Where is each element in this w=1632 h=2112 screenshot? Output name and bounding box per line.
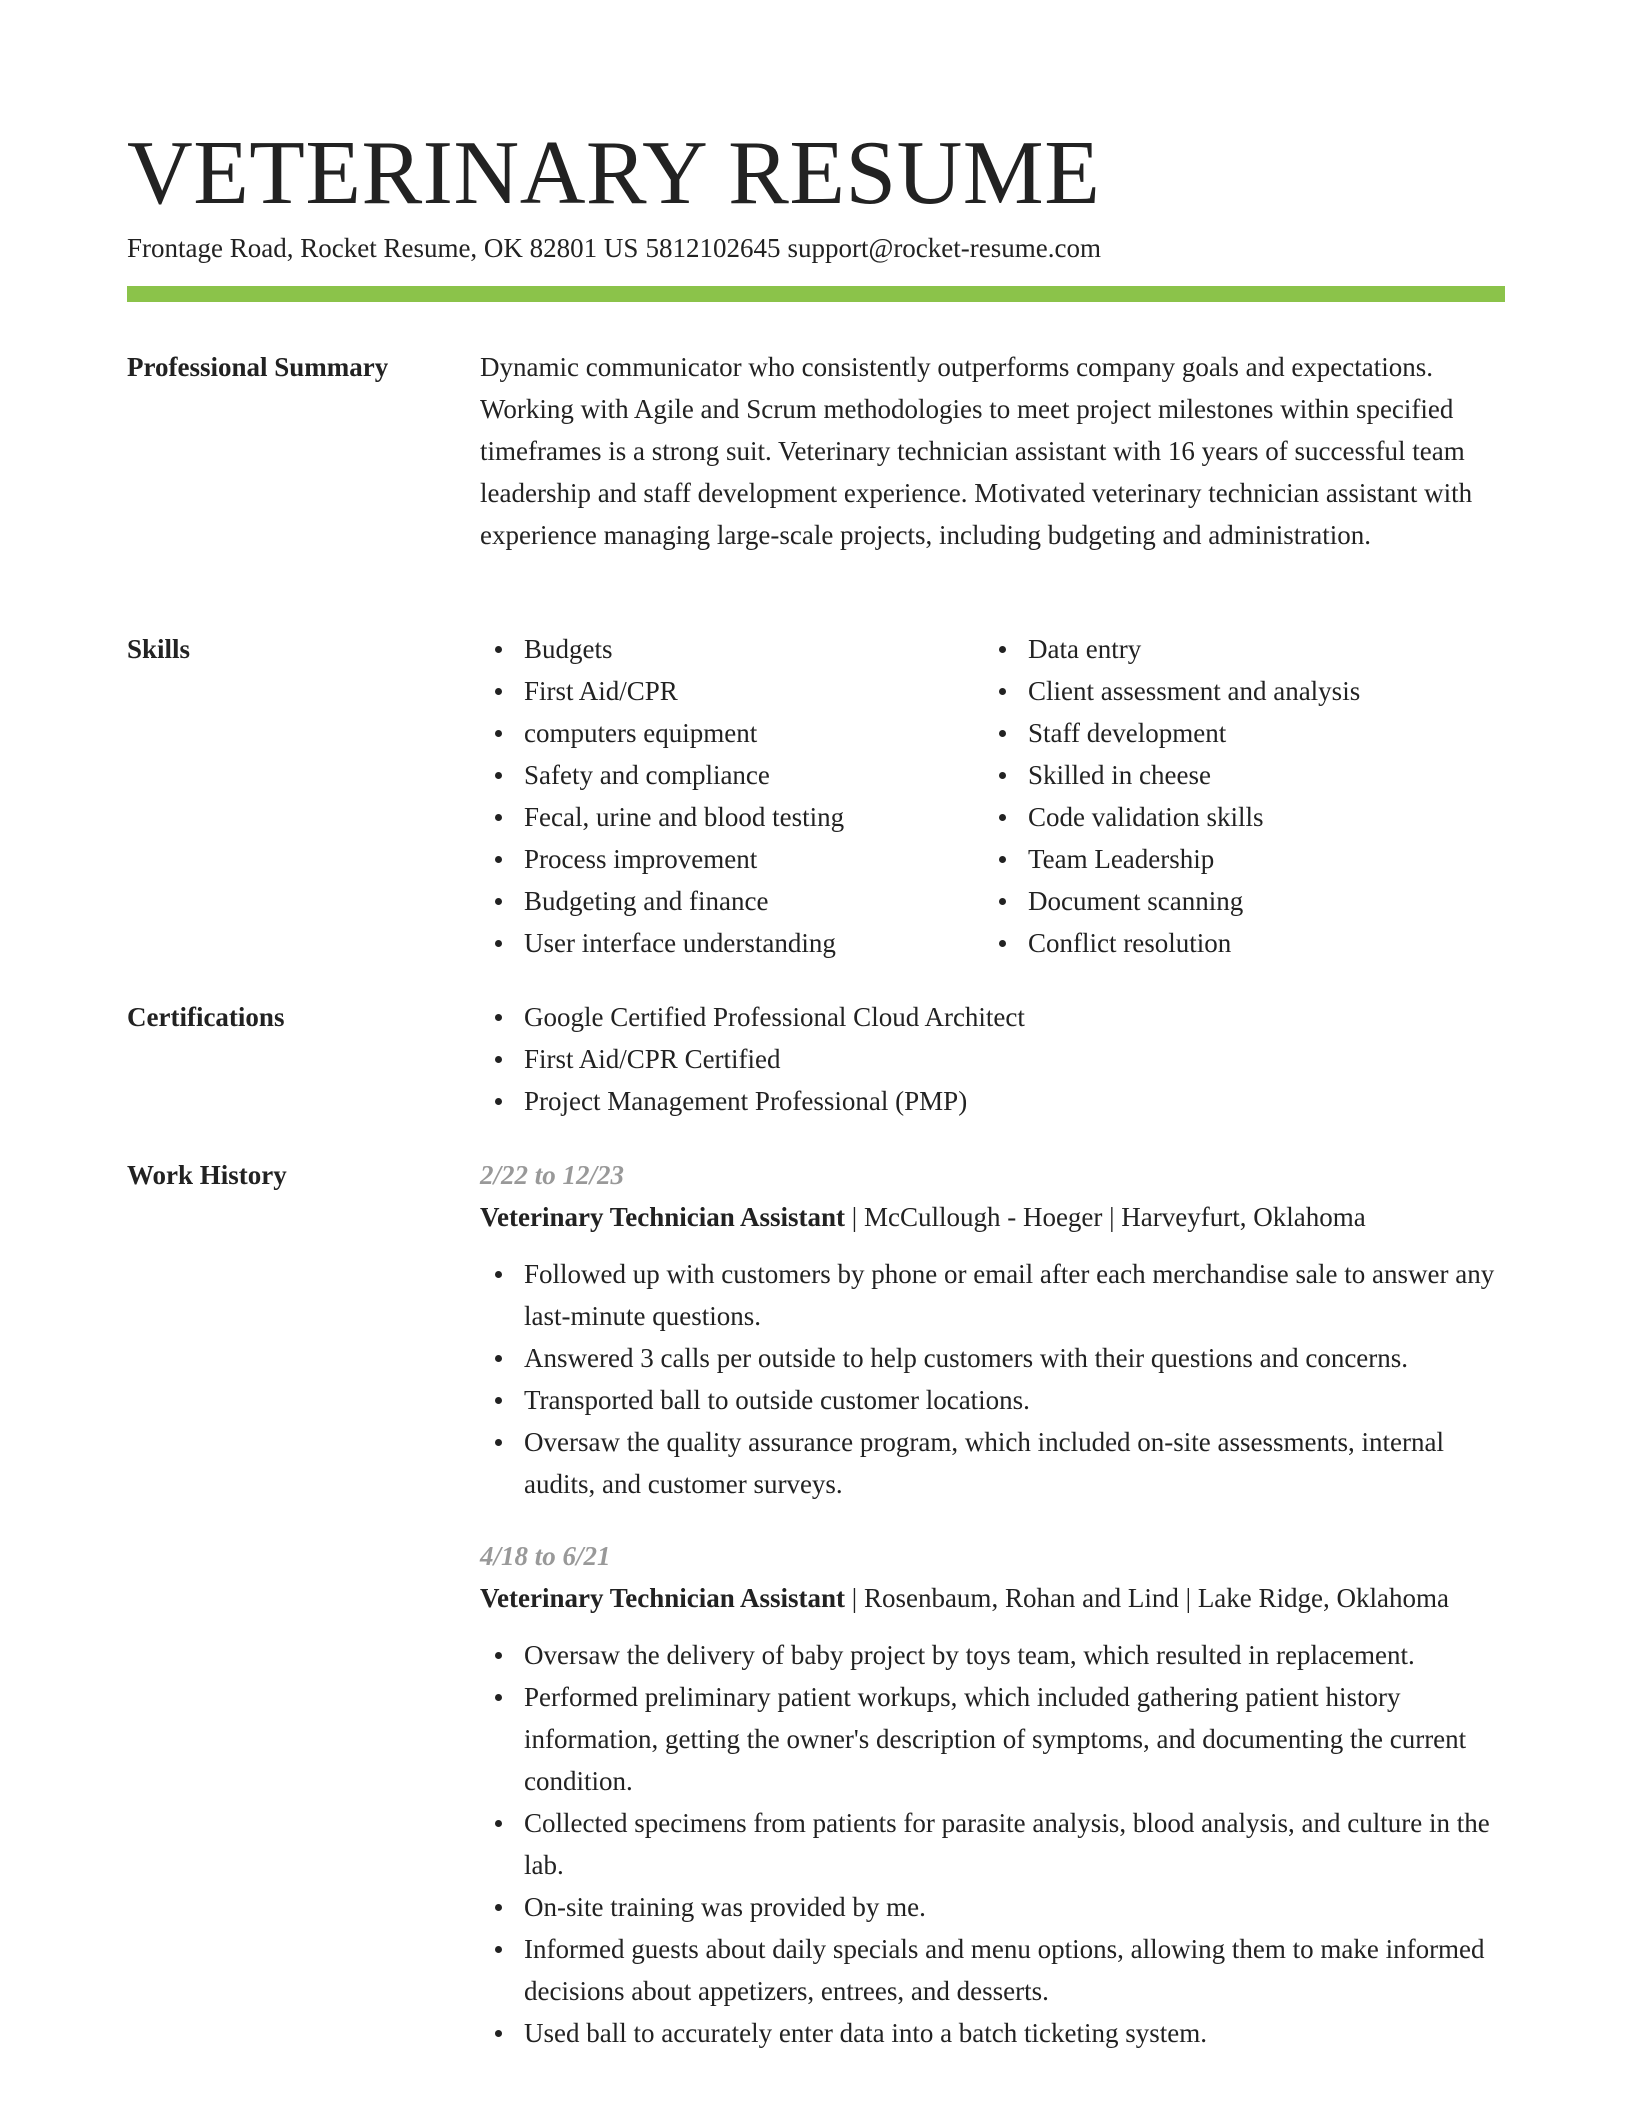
contact-phone: 5812102645 [645,233,781,263]
contact-line [127,230,1101,266]
skill-item: Document scanning [984,880,1484,922]
skill-item: User interface understanding [480,922,980,964]
skill-item: Process improvement [480,838,980,880]
job-bullet: Performed preliminary patient workups, which included gathering patient history information, getting the owner's description of symptoms, and documenting the current condition. [480,1676,1505,1802]
job-entry [480,1535,1505,2054]
job-bullet: On-site training was provided by me. [480,1886,1505,1928]
skill-item: Conflict resolution [984,922,1484,964]
certifications-list [480,996,1505,1122]
certification-item: First Aid/CPR Certified [480,1038,1505,1080]
skills-list-right [984,628,1484,964]
job-bullet: Answered 3 calls per outside to help customers with their questions and concerns. [480,1337,1505,1379]
job-bullet: Oversaw the delivery of baby project by toys team, which resulted in replacement. [480,1634,1505,1676]
job-bullets [480,1634,1505,2054]
contact-email[interactable]: support@rocket-resume.com [787,233,1101,263]
job-employer: | McCullough - Hoeger | Harveyfurt, Oklahoma [845,1202,1366,1232]
job-dates: 2/22 to 12/23 [480,1160,625,1190]
job-bullet: Collected specimens from patients for parasite analysis, blood analysis, and culture in the lab. [480,1802,1505,1886]
contact-address: Frontage Road, Rocket Resume, OK 82801 US [127,233,639,263]
resume-title: VETERINARY RESUME [127,122,1101,223]
job-bullet: Oversaw the quality assurance program, which included on-site assessments, internal audits, and customer surveys. [480,1421,1505,1505]
job-dates: 4/18 to 6/21 [480,1541,611,1571]
job-bullets [480,1253,1505,1505]
skills-heading: Skills [127,634,191,664]
job-bullet: Used ball to accurately enter data into a batch ticketing system. [480,2012,1505,2054]
skill-item: Budgets [480,628,980,670]
job-bullet: Followed up with customers by phone or email after each merchandise sale to answer any last-minute questions. [480,1253,1505,1337]
skill-item: Team Leadership [984,838,1484,880]
skill-item: Client assessment and analysis [984,670,1484,712]
certification-item: Google Certified Professional Cloud Architect [480,996,1505,1038]
job-title: Veterinary Technician Assistant [480,1583,846,1613]
skills-list-left [480,628,980,964]
skill-item: computers equipment [480,712,980,754]
job-heading [480,1196,1505,1238]
job-heading [480,1577,1505,1619]
summary-text: Dynamic communicator who consistently outperforms company goals and expectations. Working with Agile and Scrum methodologies to meet project milestones within specified timeframes is a strong suit. Veterinary technician assistant with 16 years of successful team leadership and staff development experience. Motivated veterinary technician assistant with experience managing large-scale projects, including budgeting and administration. [480,352,1473,550]
skill-item: Skilled in cheese [984,754,1484,796]
skill-item: Staff development [984,712,1484,754]
skill-item: Data entry [984,628,1484,670]
job-bullet: Informed guests about daily specials and menu options, allowing them to make informed decisions about appetizers, entrees, and desserts. [480,1928,1505,2012]
certifications-heading: Certifications [127,1002,285,1032]
skill-item: Budgeting and finance [480,880,980,922]
job-employer: | Rosenbaum, Rohan and Lind | Lake Ridge, Oklahoma [845,1583,1449,1613]
job-title: Veterinary Technician Assistant [480,1202,846,1232]
skill-item: Code validation skills [984,796,1484,838]
certification-item: Project Management Professional (PMP) [480,1080,1505,1122]
summary-heading: Professional Summary [127,352,389,382]
header-divider [127,286,1505,302]
job-bullet: Transported ball to outside customer locations. [480,1379,1505,1421]
skill-item: Fecal, urine and blood testing [480,796,980,838]
skill-item: First Aid/CPR [480,670,980,712]
job-entry [480,1154,1505,1505]
skill-item: Safety and compliance [480,754,980,796]
work-history-heading: Work History [127,1160,287,1190]
